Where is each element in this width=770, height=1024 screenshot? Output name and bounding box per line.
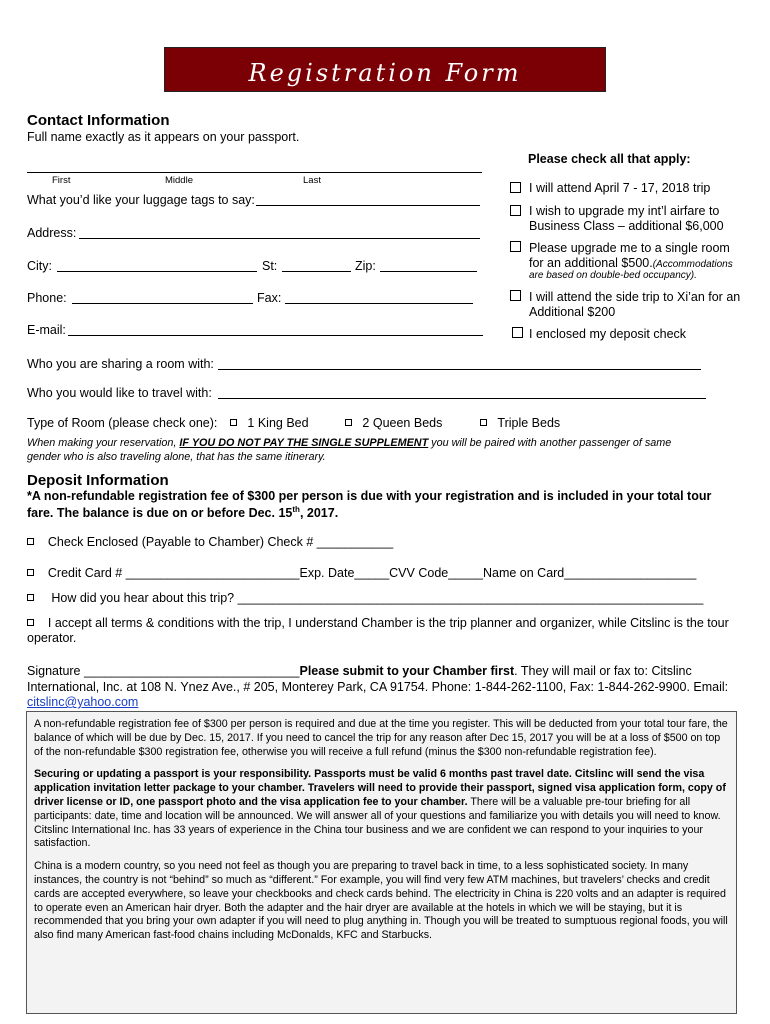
- check-enclosed-checkbox[interactable]: [27, 538, 34, 545]
- state-label: St:: [262, 259, 278, 273]
- room-type-label: Type of Room (please check one):: [27, 416, 218, 430]
- accept-checkbox[interactable]: [27, 619, 34, 626]
- travel-with-label: Who you would like to travel with:: [27, 386, 212, 400]
- hear-checkbox[interactable]: [27, 594, 34, 601]
- hear-row[interactable]: [27, 591, 703, 605]
- city-field[interactable]: [57, 271, 257, 272]
- mailing-address: International, Inc. at 108 N. Ynez Ave., # 205, Monterey Park, CA 91754. Phone: 1-844-262-1100, Fax: 1-844-262-9900. Email:: [27, 680, 729, 694]
- submit-rest: . They will mail or fax to: Citslinc: [514, 664, 692, 678]
- xian-side-trip-checkbox[interactable]: [510, 290, 521, 301]
- single-room-checkbox[interactable]: [510, 241, 521, 252]
- email-label: E-mail:: [27, 323, 66, 337]
- sharing-field[interactable]: [218, 369, 701, 370]
- deposit-heading: Deposit Information: [27, 472, 169, 489]
- queen-checkbox[interactable]: [345, 419, 352, 426]
- triple-checkbox[interactable]: [480, 419, 487, 426]
- credit-card-checkbox[interactable]: [27, 569, 34, 576]
- upgrade-airfare-checkbox[interactable]: [510, 205, 521, 216]
- last-name-label: Last: [303, 175, 321, 186]
- email-link[interactable]: citslinc@yahoo.com: [27, 695, 139, 709]
- fee-sup: th: [292, 505, 300, 514]
- first-name-label: First: [52, 175, 71, 186]
- notice-paragraph-1: A non-refundable registration fee of $300 per person is required and due at the time you register. This will be deducted from your total tour fare, the balance of which will be due by Dec. 15, 2017. If you need to cancel the trip for any reason after Dec 15, 2017 you will be at a loss of $500 on top of the non-refundable $300 registration fee, otherwise you will receive a full refund (minus the $300 non-refundable registration fee).: [34, 718, 728, 758]
- upgrade-airfare-label-2: Business Class – additional $6,000: [529, 219, 724, 233]
- notice-paragraph-2: [34, 768, 729, 851]
- room-option-king[interactable]: [230, 416, 309, 430]
- briefing-notice: There will be a valuable pre-tour briefing for all participants: date, time and location will be announced. We will answer all of your questions and familiarize you with details you will need to know. Citslinc International Inc. has 33 years of experience in the China tour business and we are confident we can respond to your inquiries to your satisfaction.: [34, 795, 721, 850]
- check-enclosed-row[interactable]: [27, 535, 393, 549]
- contact-subtitle: Full name exactly as it appears on your passport.: [27, 130, 300, 144]
- queen-label: 2 Queen Beds: [362, 416, 443, 430]
- notice-paragraph-3: China is a modern country, so you need not feel as though you are preparing to travel back in time, to a less sophisticated society. In many instances, the country is not “behind” so much as “different.” For example, you will find very few ATM machines, but travelers’ checks and credit cards are accepted everywhere, so leave your checkbooks and check cards behind. The electricity in China is 220 volts and an adapter is required to operate even an American hair dryer. Both the adapter and the hair dryer are available at the hotels in which we will be staying, but it is recommended that you bring your own adapter if you will need to plug anything in. Though you will be treated to sumptuous regional foods, you will also find many American fast-food chains including McDonalds, KFC and Starbucks.: [34, 860, 728, 942]
- fee-l2-pre: fare. The balance is due on or before Dec. 15: [27, 506, 293, 521]
- accept-row[interactable]: [27, 616, 729, 630]
- king-label: 1 King Bed: [247, 416, 309, 430]
- accommodations-note-1: (Accommodations: [652, 259, 733, 270]
- signature-line[interactable]: [27, 664, 692, 678]
- credit-card-row[interactable]: [27, 566, 696, 580]
- upgrade-airfare-label-1: I wish to upgrade my int’l airfare to: [529, 204, 720, 218]
- fax-label: Fax:: [257, 291, 282, 305]
- middle-name-label: Middle: [165, 175, 193, 186]
- sharing-label: Who you are sharing a room with:: [27, 357, 214, 371]
- address-label: Address:: [27, 226, 77, 240]
- phone-label: Phone:: [27, 291, 67, 305]
- passport-notice: Securing or updating a passport is your responsibility. Passports must be valid 6 months past travel date. Citslinc will send the visa application invitation letter package to your chamber. Travelers will need to provide their passport, signed visa application form, copy of driver license or ID, one passport photo and the visa application fee to your chamber.: [34, 768, 726, 808]
- xian-side-trip-label-2: Additional $200: [529, 305, 616, 319]
- deposit-check-checkbox[interactable]: [512, 327, 523, 338]
- note-emphasis: IF YOU DO NOT PAY THE SINGLE SUPPLEMENT: [179, 437, 429, 449]
- accept-label: I accept all terms & conditions with the trip, I understand Chamber is the trip planner and organizer, while Citslinc is the tour: [47, 616, 729, 630]
- city-label: City:: [27, 259, 52, 273]
- submit-instruction: Please submit to your Chamber first: [299, 664, 515, 678]
- xian-side-trip-label-1: I will attend the side trip to Xi’an for an: [529, 290, 741, 304]
- address-field[interactable]: [79, 238, 480, 239]
- note-pre: When making your reservation,: [27, 437, 180, 449]
- title-banner: [164, 47, 606, 92]
- luggage-field[interactable]: [256, 205, 480, 206]
- hear-label: How did you hear about this trip? ___________________________________________________________________: [51, 591, 704, 605]
- king-checkbox[interactable]: [230, 419, 237, 426]
- deposit-fee-line-1: *A non-refundable registration fee of $300 per person is due with your registration and is included in your total tour: [27, 489, 712, 503]
- contact-heading: Contact Information: [27, 112, 170, 129]
- full-name-field[interactable]: [27, 172, 482, 173]
- deposit-fee-line-2: [27, 505, 338, 520]
- apply-heading: Please check all that apply:: [528, 152, 691, 166]
- check-enclosed-label: Check Enclosed (Payable to Chamber) Check # ___________: [47, 535, 394, 549]
- phone-field[interactable]: [72, 303, 253, 304]
- single-supplement-note-2: gender who is also traveling alone, that has the same itinerary.: [27, 451, 326, 463]
- credit-card-label: Credit Card # _________________________Exp. Date_____CVV Code_____Name on Card___________________: [47, 566, 697, 580]
- zip-field[interactable]: [380, 271, 477, 272]
- zip-label: Zip:: [355, 259, 376, 273]
- attend-trip-label: I will attend April 7 - 17, 2018 trip: [529, 181, 711, 195]
- room-option-queen[interactable]: [345, 416, 442, 430]
- triple-label: Triple Beds: [497, 416, 561, 430]
- room-option-triple[interactable]: [480, 416, 560, 430]
- deposit-check-label: I enclosed my deposit check: [529, 327, 687, 341]
- fax-field[interactable]: [285, 303, 473, 304]
- single-supplement-note: [27, 437, 671, 449]
- single-room-label-1: Please upgrade me to a single room: [529, 241, 730, 255]
- email-field[interactable]: [68, 335, 483, 336]
- single-room-label-2: [529, 256, 733, 270]
- luggage-label: What you’d like your luggage tags to say:: [27, 193, 255, 207]
- attend-trip-checkbox[interactable]: [510, 182, 521, 193]
- single-room-price: for an additional $500.: [529, 256, 653, 270]
- travel-with-field[interactable]: [218, 398, 706, 399]
- state-field[interactable]: [282, 271, 351, 272]
- form-title: Registration Form: [248, 58, 522, 87]
- note-post: you will be paired with another passenger of same: [428, 437, 672, 449]
- accommodations-note-2: are based on double-bed occupancy).: [529, 270, 697, 281]
- signature-label: Signature _______________________________: [27, 664, 300, 678]
- accept-label-2: operator.: [27, 631, 77, 645]
- terms-notice-box: [26, 711, 737, 1014]
- fee-l2-post: , 2017.: [299, 506, 339, 521]
